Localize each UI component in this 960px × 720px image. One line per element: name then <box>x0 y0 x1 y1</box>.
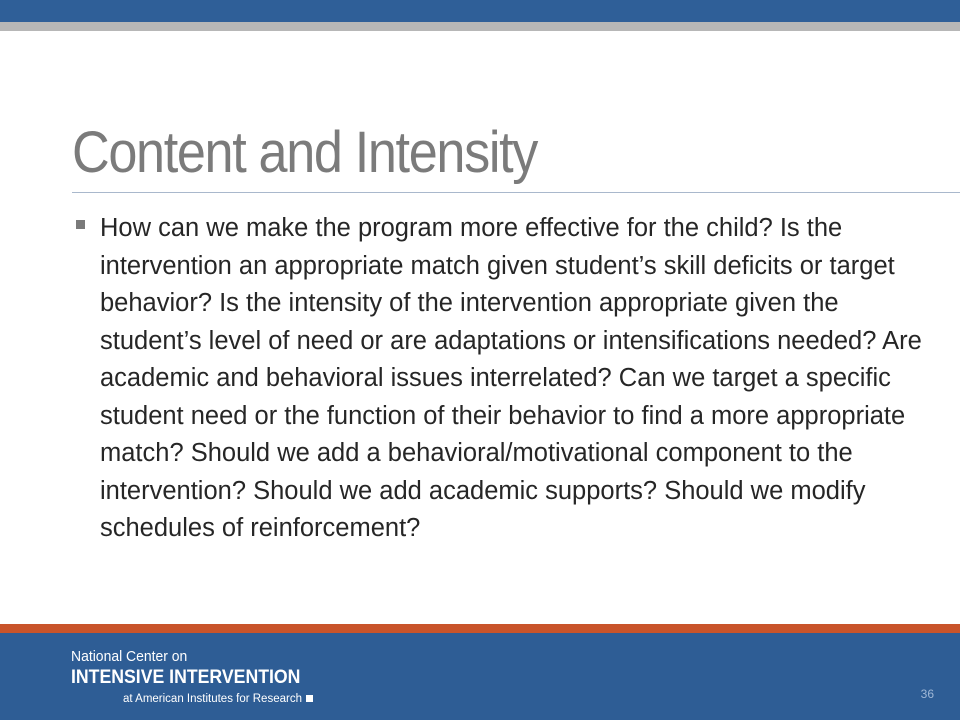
bullet-item <box>76 210 936 548</box>
accent-stripe <box>0 624 960 633</box>
organization-logo <box>71 648 318 706</box>
logo-air-text: at American Institutes for Research <box>123 693 302 705</box>
slide-title: Content and Intensity <box>72 120 537 185</box>
bullet-text: How can we make the program more effective for the child? Is the intervention an appropriate match given student’s skill deficits or target behavior? Is the intensity of the intervention appropriate given the student’s level of need or are adaptations or intensifications needed? Are academic and behavioral issues interrelated? Can we target a specific student need or the function of their behavior to find a more appropriate match? Should we add a behavioral/motivational component to the intervention? Should we add academic supports? Should we modify schedules of reinforcement? <box>100 214 922 542</box>
top-gray-stripe <box>0 22 960 31</box>
logo-line-intensive-intervention: INTENSIVE INTERVENTION <box>71 667 301 688</box>
logo-line-air <box>123 692 318 706</box>
title-divider <box>72 192 960 193</box>
top-blue-bar <box>0 0 960 22</box>
logo-line-national-center: National Center on <box>71 648 188 665</box>
square-bullet-icon <box>76 220 85 229</box>
page-number: 36 <box>920 687 934 701</box>
footer-bar <box>0 633 960 720</box>
square-mark-icon <box>306 695 313 702</box>
